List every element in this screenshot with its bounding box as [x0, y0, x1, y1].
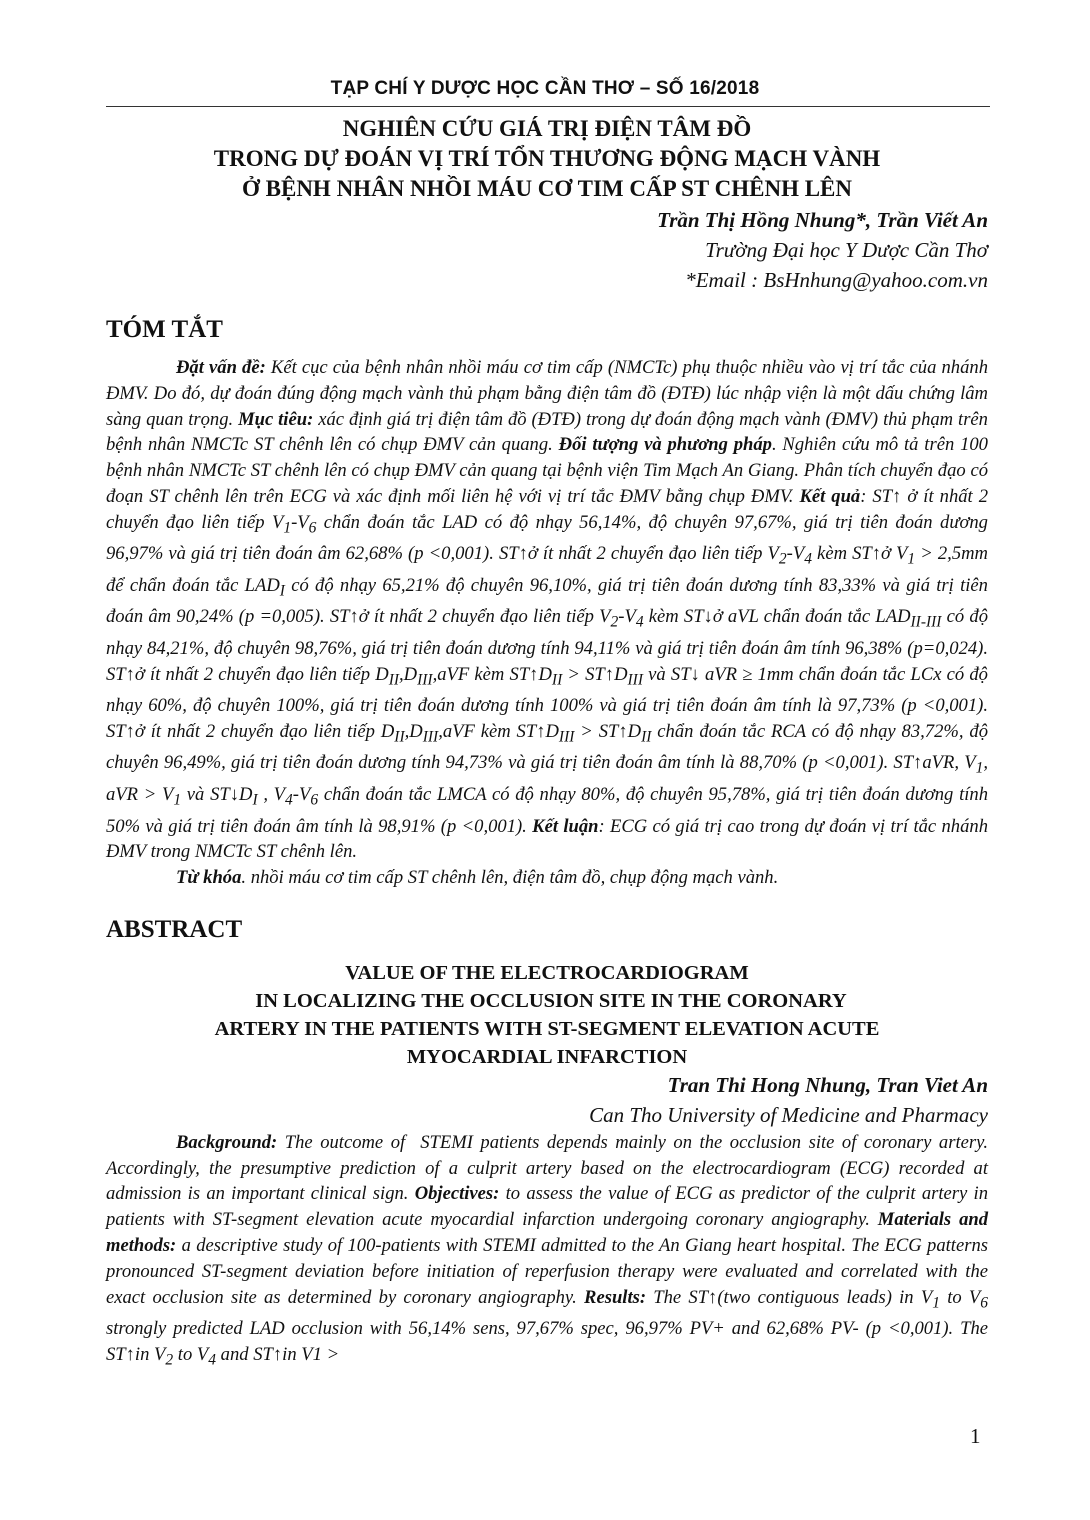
journal-header: TẠP CHÍ Y DƯỢC HỌC CẦN THƠ – SỐ 16/2018	[330, 78, 760, 99]
keywords-label: Từ khóa	[176, 867, 242, 889]
corresponding-email: *Email : BsHnhung@yahoo.com.vn	[685, 268, 988, 292]
vietnamese-title-line: TRONG DỰ ĐOÁN VỊ TRÍ TỔN THƯƠNG ĐỘNG MẠCH VÀNH	[213, 146, 881, 171]
english-title-line: VALUE OF THE ELECTROCARDIOGRAM	[345, 961, 749, 984]
english-authors: Tran Thi Hong Nhung, Tran Viet An	[667, 1072, 988, 1097]
vietnamese-authors: Trần Thị Hồng Nhung*, Trần Viết An	[657, 208, 988, 232]
english-abstract-heading: ABSTRACT	[106, 915, 243, 943]
vietnamese-title	[106, 114, 988, 204]
english-title-line: ARTERY IN THE PATIENTS WITH ST-SEGMENT ELEVATION ACUTE	[214, 1017, 880, 1040]
vietnamese-keywords	[106, 865, 988, 891]
vietnamese-affiliation: Trường Đại học Y Dược Cần Thơ	[705, 238, 988, 262]
header-rule	[106, 106, 990, 107]
english-title-line: MYOCARDIAL INFARCTION	[406, 1045, 688, 1068]
english-affiliation: Can Tho University of Medicine and Pharmacy	[589, 1102, 988, 1127]
english-abstract-text: Background: The outcome of STEMI patients depends mainly on the occlusion site of coronary artery. Accordingly, the presumptive prediction of a culprit artery based on the electrocardiogram (ECG) recorded at admission is an important clinical sign. Objectives: to assess the value of ECG as predictor of the culprit artery in patients with ST-segment elevation acute myocardial infarction undergoing coronary angiography. Materials and methods: a descriptive study of 100-patients with STEMI admitted to the An Giang heart hospital. The ECG patterns pronounced ST-segment deviation before initiation of reperfusion therapy were evaluated and correlated with the exact occlusion site as determined by coronary angiography. Results: The ST↑(two contiguous leads) in $V_1$ to $V_6$ strongly predicted LAD occlusion with 56,14% sens, 97,67% spec, 96,97% PV+ and 62,68% PV- (p <0,001). The ST↑in $V_2$ to $V_4$ and ST↑in V1 >	[106, 1131, 989, 1369]
keywords-text: . nhồi máu cơ tim cấp ST chênh lên, điện tâm đồ, chụp động mạch vành.	[241, 867, 779, 889]
english-title-line: IN LOCALIZING THE OCCLUSION SITE IN THE CORONARY	[255, 989, 847, 1012]
english-title	[106, 959, 988, 1071]
vietnamese-title-line: Ở BỆNH NHÂN NHỒI MÁU CƠ TIM CẤP ST CHÊNH LÊN	[242, 176, 852, 201]
vietnamese-abstract-heading: TÓM TẮT	[106, 316, 223, 343]
vietnamese-abstract-text: Đặt vấn đề: Kết cục của bệnh nhân nhồi máu cơ tim cấp (NMCTc) phụ thuộc nhiều vào vị trí tắc của nhánh ĐMV. Do đó, dự đoán đúng động mạch vành thủ phạm bằng điện tâm đồ (ĐTĐ) lúc nhập viện là một dấu chứng lâm sàng quan trọng. Mục tiêu: xác định giá trị điện tâm đồ (ĐTĐ) trong dự đoán động mạch vành (ĐMV) thủ phạm trên bệnh nhân NMCTc ST chênh lên có chụp ĐMV cản quang. Đối tượng và phương pháp. Nghiên cứu mô tả trên 100 bệnh nhân NMCTc ST chênh lên có chụp ĐMV cản quang tại bệnh viện Tim Mạch An Giang. Phân tích chuyển đạo có đoạn ST chênh lên trên ECG và xác định mối liên hệ với vị trí tắc ĐMV bằng chụp ĐMV. Kết quả: ST↑ ở ít nhất 2 chuyển đạo liên tiếp $V_1-V_6$ chẩn đoán tắc LAD có độ nhạy 56,14%, độ chuyên 97,67%, giá trị tiên đoán dương 96,97% và giá trị tiên đoán âm 62,68% (p <0,001). ST↑ở ít nhất 2 chuyển đạo liên tiếp $V_2-V_4$ kèm ST↑ở $V_1 > 2,5mm$ để chẩn đoán tắc $LAD_I$ có độ nhạy 65,21% độ chuyên 96,10%, giá trị tiên đoán dương tính 83,33% và giá trị tiên đoán âm 90,24% (p =0,005). ST↑ở ít nhất 2 chuyển đạo liên tiếp $V_2-V_4$ kèm ST↓ở aVL chẩn đoán tắc $LAD_{II-III}$ có độ nhạy 84,21%, độ chuyên 98,76%, giá trị tiên đoán dương tính 94,11% và giá trị tiên đoán âm tính 96,38% (p=0,024). ST↑ở ít nhất 2 chuyển đạo liên tiếp $D_{II},D_{III},aVF$ kèm $ST↑D_{II}$ > $ST↑D_{III}$ và ST↓ aVR ≥ 1mm chẩn đoán tắc LCx có độ nhạy 60%, độ chuyên 100%, giá trị tiên đoán dương tính 100% và giá trị tiên đoán âm tính là 97,73% (p <0,001). ST↑ở ít nhất 2 chuyển đạo liên tiếp $D_{II},D_{III},aVF$ kèm $ST↑D_{III}$ > $ST↑D_{II}$ chẩn đoán tắc RCA có độ nhạy 83,72%, độ chuyên 96,49%, giá trị tiên đoán dương tính 94,73% và giá trị tiên đoán âm tính là 88,70% (p <0,001). ST↑aVR, $V_1$, aVR > $V_1$ và $ST↓D_I$ , $V_4-V_6$ chẩn đoán tắc LMCA có độ nhạy 80%, độ chuyên 95,78%, giá trị tiên đoán dương tính 50% và giá trị tiên đoán âm tính là 98,91% (p <0,001). Kết luận: ECG có giá trị cao trong dự đoán vị trí tắc nhánh ĐMV trong NMCTc ST chênh lên.	[106, 357, 989, 863]
article-body	[106, 114, 988, 1374]
vietnamese-title-line: NGHIÊN CỨU GIÁ TRỊ ĐIỆN TÂM ĐỒ	[342, 116, 752, 141]
page-number: 1	[970, 1424, 981, 1448]
